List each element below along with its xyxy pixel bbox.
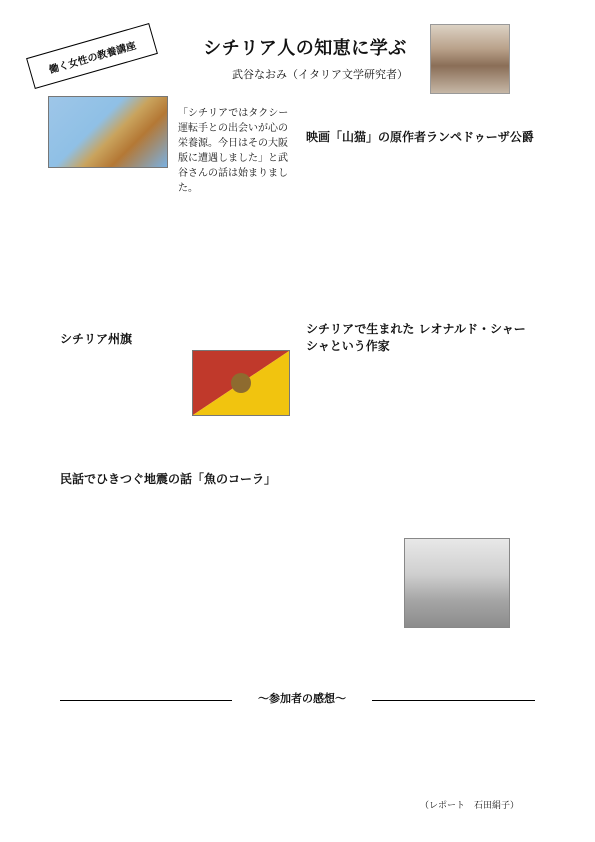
author-line: 武谷なおみ（イタリア文学研究者） — [232, 68, 408, 81]
reporter: （レポート 石田絹子） — [420, 801, 520, 811]
section-flag-title: シチリア州旗 — [60, 332, 133, 346]
intro-paragraph: 「シチリアではタクシー運転手との出会いが心の栄養源。今日はその大阪版に遭遇しました」と武谷さんの話は始まりました。 — [178, 108, 289, 194]
speaker-photo — [430, 24, 510, 94]
page-title: シチリア人の知恵に学ぶ — [203, 38, 407, 59]
section-writer-title: シチリアで生まれた レオナルド・シャーシャという作家 — [306, 322, 526, 353]
meeting-photo — [404, 538, 510, 628]
participants-heading: ～参加者の感想～ — [232, 690, 372, 706]
sicily-flag-image — [192, 350, 290, 416]
section-writer — [306, 320, 536, 354]
section-film-title: 映画「山猫」の原作者ランペドゥーザ公爵 — [306, 130, 534, 144]
section-fish-title: 民話でひきつぐ地震の話「魚のコーラ」 — [60, 472, 277, 486]
sicily-map-image — [48, 96, 168, 168]
section-flag — [60, 330, 290, 347]
section-fish — [60, 470, 290, 487]
badge: 働く女性の教養講座 — [26, 23, 158, 89]
section-film — [306, 128, 536, 145]
sicily-flag-icon — [193, 351, 289, 415]
